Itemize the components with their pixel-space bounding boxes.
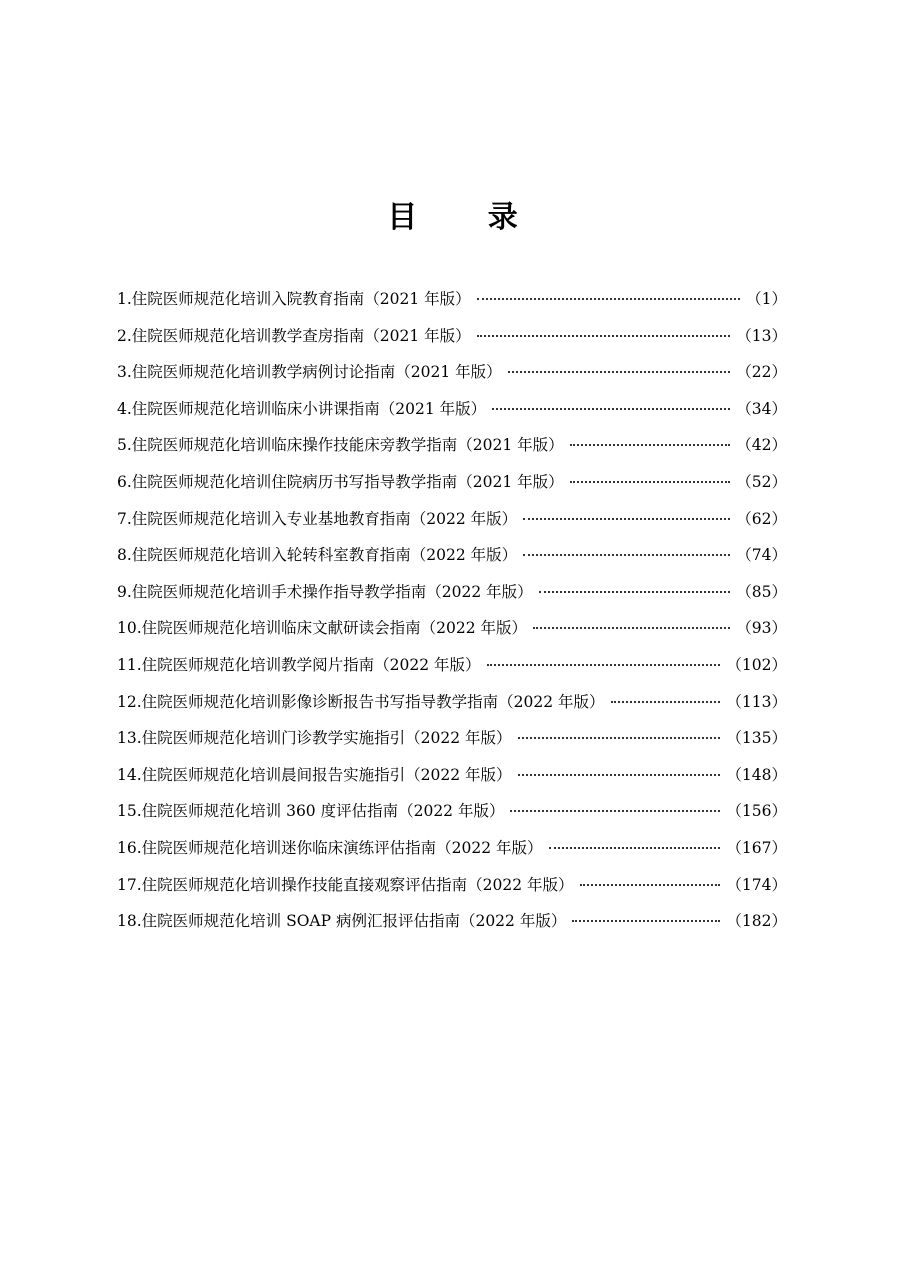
toc-page-number: （174）: [726, 875, 787, 894]
toc-list: [117, 284, 787, 943]
toc-entry-title: 15.住院医师规范化培训 360 度评估指南（2022 年版）: [117, 802, 505, 821]
toc-dot-leader: [523, 516, 730, 520]
toc-entry-title: 8.住院医师规范化培训入轮转科室教育指南（2022 年版）: [117, 546, 518, 565]
toc-entry-title: 3.住院医师规范化培训教学病例讨论指南（2021 年版）: [117, 363, 502, 382]
toc-dot-leader: [508, 369, 731, 373]
toc-entry: [117, 796, 787, 833]
toc-dot-leader: [492, 406, 730, 410]
toc-page-number: （182）: [726, 912, 787, 931]
toc-page-number: （62）: [736, 509, 787, 528]
toc-dot-leader: [611, 699, 721, 703]
toc-dot-leader: [477, 296, 740, 300]
toc-entry: [117, 504, 787, 541]
toc-dot-leader: [570, 479, 731, 483]
toc-entry-title: 13.住院医师规范化培训门诊教学实施指引（2022 年版）: [117, 729, 512, 748]
toc-entry: [117, 650, 787, 687]
toc-page-number: （1）: [746, 290, 787, 308]
toc-entry-title: 9.住院医师规范化培训手术操作指导教学指南（2022 年版）: [117, 582, 533, 601]
toc-entry: [117, 723, 787, 760]
toc-entry-title: 17.住院医师规范化培训操作技能直接观察评估指南（2022 年版）: [117, 875, 574, 894]
toc-entry: [117, 687, 787, 724]
toc-entry-title: 12.住院医师规范化培训影像诊断报告书写指导教学指南（2022 年版）: [117, 692, 605, 711]
toc-dot-leader: [533, 625, 730, 629]
toc-entry-title: 16.住院医师规范化培训迷你临床演练评估指南（2022 年版）: [117, 838, 543, 857]
toc-dot-leader: [518, 735, 721, 739]
toc-entry-title: 11.住院医师规范化培训教学阅片指南（2022 年版）: [117, 655, 481, 674]
toc-entry: [117, 540, 787, 577]
toc-page-number: （52）: [736, 472, 787, 491]
toc-entry: [117, 613, 787, 650]
toc-entry: [117, 284, 787, 321]
toc-entry-title: 1.住院医师规范化培训入院教育指南（2021 年版）: [117, 290, 471, 308]
toc-page-number: （135）: [726, 729, 787, 748]
toc-dot-leader: [580, 882, 721, 886]
toc-dot-leader: [477, 333, 731, 337]
toc-entry: [117, 467, 787, 504]
toc-entry-title: 6.住院医师规范化培训住院病历书写指导教学指南（2021 年版）: [117, 472, 564, 491]
toc-dot-leader: [510, 808, 720, 812]
toc-page-number: （167）: [726, 838, 787, 857]
toc-entry: [117, 357, 787, 394]
toc-dot-leader: [572, 918, 720, 922]
toc-dot-leader: [570, 442, 731, 446]
toc-entry: [117, 430, 787, 467]
toc-entry-title: 4.住院医师规范化培训临床小讲课指南（2021 年版）: [117, 399, 487, 418]
toc-entry-title: 7.住院医师规范化培训入专业基地教育指南（2022 年版）: [117, 509, 518, 528]
toc-entry: [117, 394, 787, 431]
toc-page-number: （113）: [726, 692, 787, 711]
toc-entry-title: 18.住院医师规范化培训 SOAP 病例汇报评估指南（2022 年版）: [117, 912, 567, 931]
toc-dot-leader: [518, 772, 721, 776]
toc-entry: [117, 760, 787, 797]
toc-entry: [117, 577, 787, 614]
toc-page-number: （74）: [736, 546, 787, 565]
toc-page-number: （156）: [726, 802, 787, 821]
toc-page-number: （22）: [736, 363, 787, 382]
toc-entry-title: 10.住院医师规范化培训临床文献研读会指南（2022 年版）: [117, 619, 528, 638]
toc-dot-leader: [487, 662, 721, 666]
toc-page-number: （34）: [736, 399, 787, 418]
toc-page-number: （148）: [726, 765, 787, 784]
toc-page-number: （42）: [736, 436, 787, 455]
toc-entry: [117, 833, 787, 870]
toc-dot-leader: [523, 552, 730, 556]
toc-entry-title: 14.住院医师规范化培训晨间报告实施指引（2022 年版）: [117, 765, 512, 784]
toc-entry: [117, 321, 787, 358]
toc-dot-leader: [549, 845, 721, 849]
toc-page-number: （102）: [726, 655, 787, 674]
toc-entry: [117, 906, 787, 943]
toc-entry: [117, 870, 787, 907]
toc-page-number: （93）: [736, 619, 787, 638]
toc-dot-leader: [539, 589, 731, 593]
toc-page-number: （13）: [736, 326, 787, 345]
toc-entry-title: 2.住院医师规范化培训教学查房指南（2021 年版）: [117, 326, 471, 345]
toc-entry-title: 5.住院医师规范化培训临床操作技能床旁教学指南（2021 年版）: [117, 436, 564, 455]
toc-title: 目 录: [387, 200, 548, 235]
toc-page-number: （85）: [736, 582, 787, 601]
